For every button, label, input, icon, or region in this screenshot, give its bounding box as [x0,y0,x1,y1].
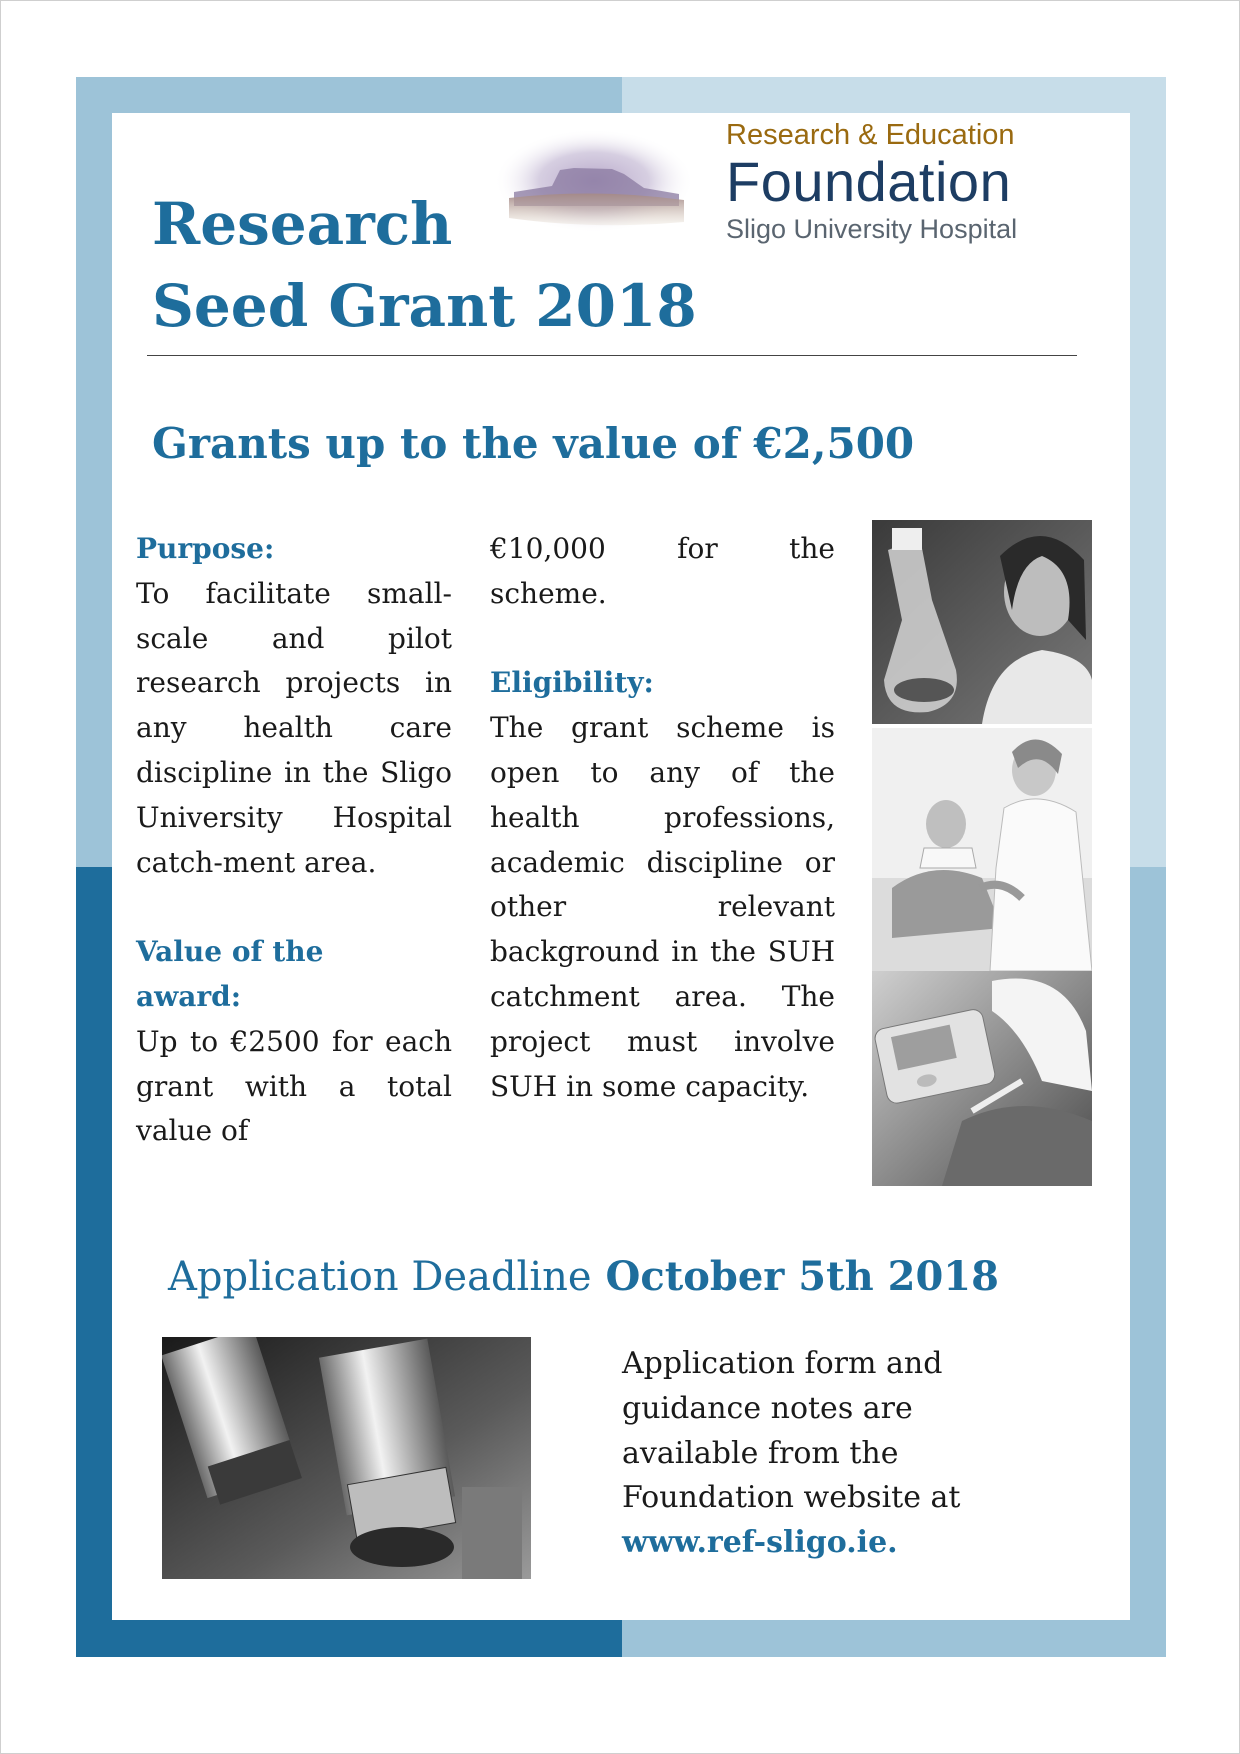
award-body-part-2: €10,000 for the scheme. [490,532,835,610]
eligibility-heading: Eligibility: [490,666,654,700]
logo-line-2: Foundation [726,150,1012,213]
microscope-photo [162,1337,531,1579]
title-divider [147,355,1077,356]
website-link[interactable]: www.ref-sligo.ie. [622,1525,898,1561]
award-heading-line-1: Value of the [136,935,324,969]
foundation-logo [726,118,1066,246]
title-line-1: Research [152,190,453,258]
application-line-4: Foundation website at [622,1480,961,1516]
logo-line-3: Sligo University Hospital [726,214,1018,244]
nurse-patient-photo [872,728,1092,971]
purpose-body: To facilitate small-scale and pilot research projects in any health care discipline in the Sligo University Hospital catch-ment area. [136,576,452,879]
award-heading [136,930,452,1020]
purpose-heading: Purpose: [136,532,275,565]
logo-line-1: Research & Education [726,119,1015,151]
grant-value-subtitle: Grants up to the value of €2,500 [152,419,915,468]
application-deadline [168,1251,999,1303]
eligibility-body: The grant scheme is open to any of the health professions, academic discipline or other relevant background in the SUH catchment area. The project must involve SUH in some capacity. [490,711,835,1103]
column-middle [490,527,835,1109]
lab-scientist-photo [872,520,1092,724]
deadline-label: Application Deadline [168,1254,592,1300]
glucose-test-photo [872,971,1092,1186]
title-line-2: Seed Grant 2018 [152,272,697,340]
mountain-logo-graphic [494,126,694,236]
column-left [136,527,452,1154]
award-body-part-1: Up to €2500 for each grant with a total value of [136,1024,452,1148]
application-line-3: available from the [622,1435,899,1471]
award-heading-line-2: award: [136,979,242,1013]
application-line-1: Application form and [622,1346,943,1381]
application-info [622,1342,1042,1566]
application-line-2: guidance notes are [622,1390,913,1426]
deadline-date: October 5th 2018 [605,1253,999,1300]
